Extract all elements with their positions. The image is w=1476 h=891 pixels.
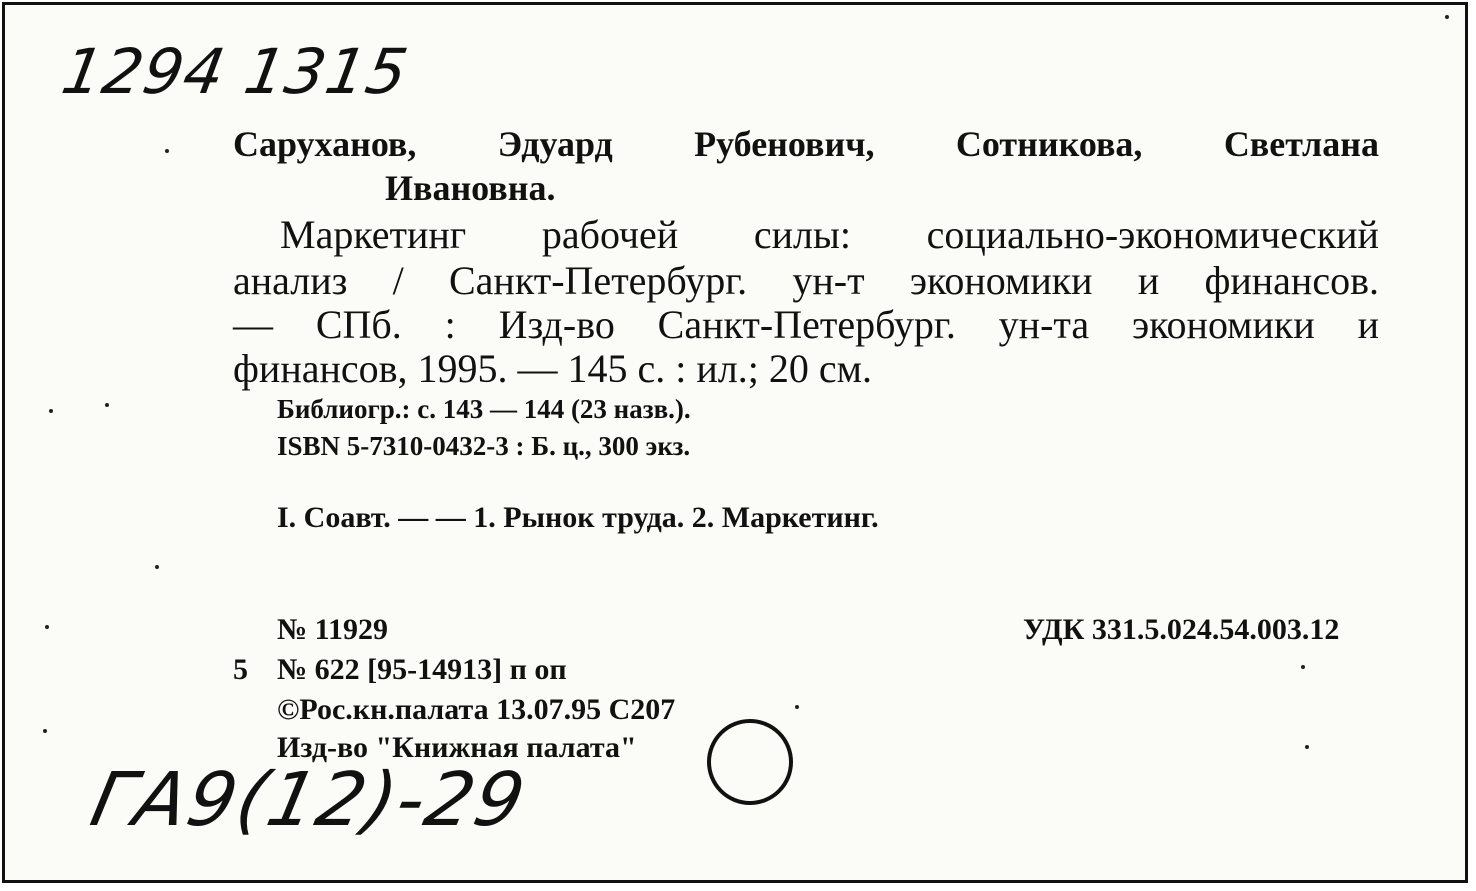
speck [45, 625, 49, 629]
handwritten-call-number: ГА9(12)-29 [83, 757, 534, 843]
author-word: Рубенович, [694, 124, 875, 164]
title-line-2 [233, 257, 1379, 304]
card-count: 5 [233, 653, 248, 686]
speck [155, 565, 159, 569]
registration-second: № 622 [95-14913] п оп [277, 653, 567, 686]
catalog-card [2, 2, 1468, 883]
speck [43, 729, 47, 733]
bibliography-note: Библиогр.: с. 143 — 144 (23 назв.). [277, 394, 691, 424]
speck [795, 705, 799, 709]
speck [1305, 745, 1309, 749]
speck [1301, 665, 1305, 669]
title-line-3 [233, 301, 1379, 348]
title-word: финансов. [1204, 258, 1379, 303]
title-word: рабочей [541, 212, 679, 257]
author-word: Сотникова, [955, 124, 1143, 164]
title-word: социально-экономический [926, 212, 1379, 257]
isbn-note: ISBN 5-7310-0432-3 : Б. ц., 300 экз. [277, 431, 691, 461]
title-word: / [392, 258, 404, 303]
title-word: Санкт-Петербург. [449, 258, 748, 303]
title-word: анализ [233, 258, 348, 303]
title-word: Маркетинг [280, 212, 467, 257]
title-word: Изд-во [498, 302, 615, 347]
author-line-2: Ивановна. [385, 168, 556, 208]
copyright-line: ©Рос.кн.палата 13.07.95 С207 [277, 693, 676, 726]
author-line-1 [233, 123, 1379, 165]
title-line-1 [280, 211, 1379, 258]
title-word: ун-т [792, 258, 865, 303]
handwritten-shelf-number: 1294 1315 [56, 35, 414, 108]
author-word: Эдуард [497, 124, 613, 164]
title-word: ун-та [998, 302, 1090, 347]
title-word: Санкт-Петербург. [657, 302, 956, 347]
registration-number: № 11929 [277, 613, 388, 646]
title-word: СПб. [315, 302, 402, 347]
speck [105, 403, 109, 407]
title-word: : [444, 302, 456, 347]
stamp-circle [707, 719, 793, 805]
title-word: экономики [1131, 302, 1315, 347]
author-word: Саруханов, [233, 124, 417, 164]
speck [165, 149, 169, 153]
speck [49, 409, 53, 413]
author-word: Светлана [1223, 124, 1379, 164]
title-word: силы: [753, 212, 851, 257]
tracings: I. Соавт. — — 1. Рынок труда. 2. Маркетинг. [277, 501, 879, 534]
publisher-line: Изд-во "Книжная палата" [277, 731, 637, 764]
imprint-line: финансов, 1995. — 145 с. : ил.; 20 см. [233, 346, 872, 391]
title-word: — [233, 302, 273, 347]
speck [1445, 15, 1449, 19]
title-word: и [1357, 302, 1379, 347]
title-word: экономики [909, 258, 1093, 303]
udk-code: УДК 331.5.024.54.003.12 [1023, 613, 1340, 646]
title-word: и [1137, 258, 1160, 303]
